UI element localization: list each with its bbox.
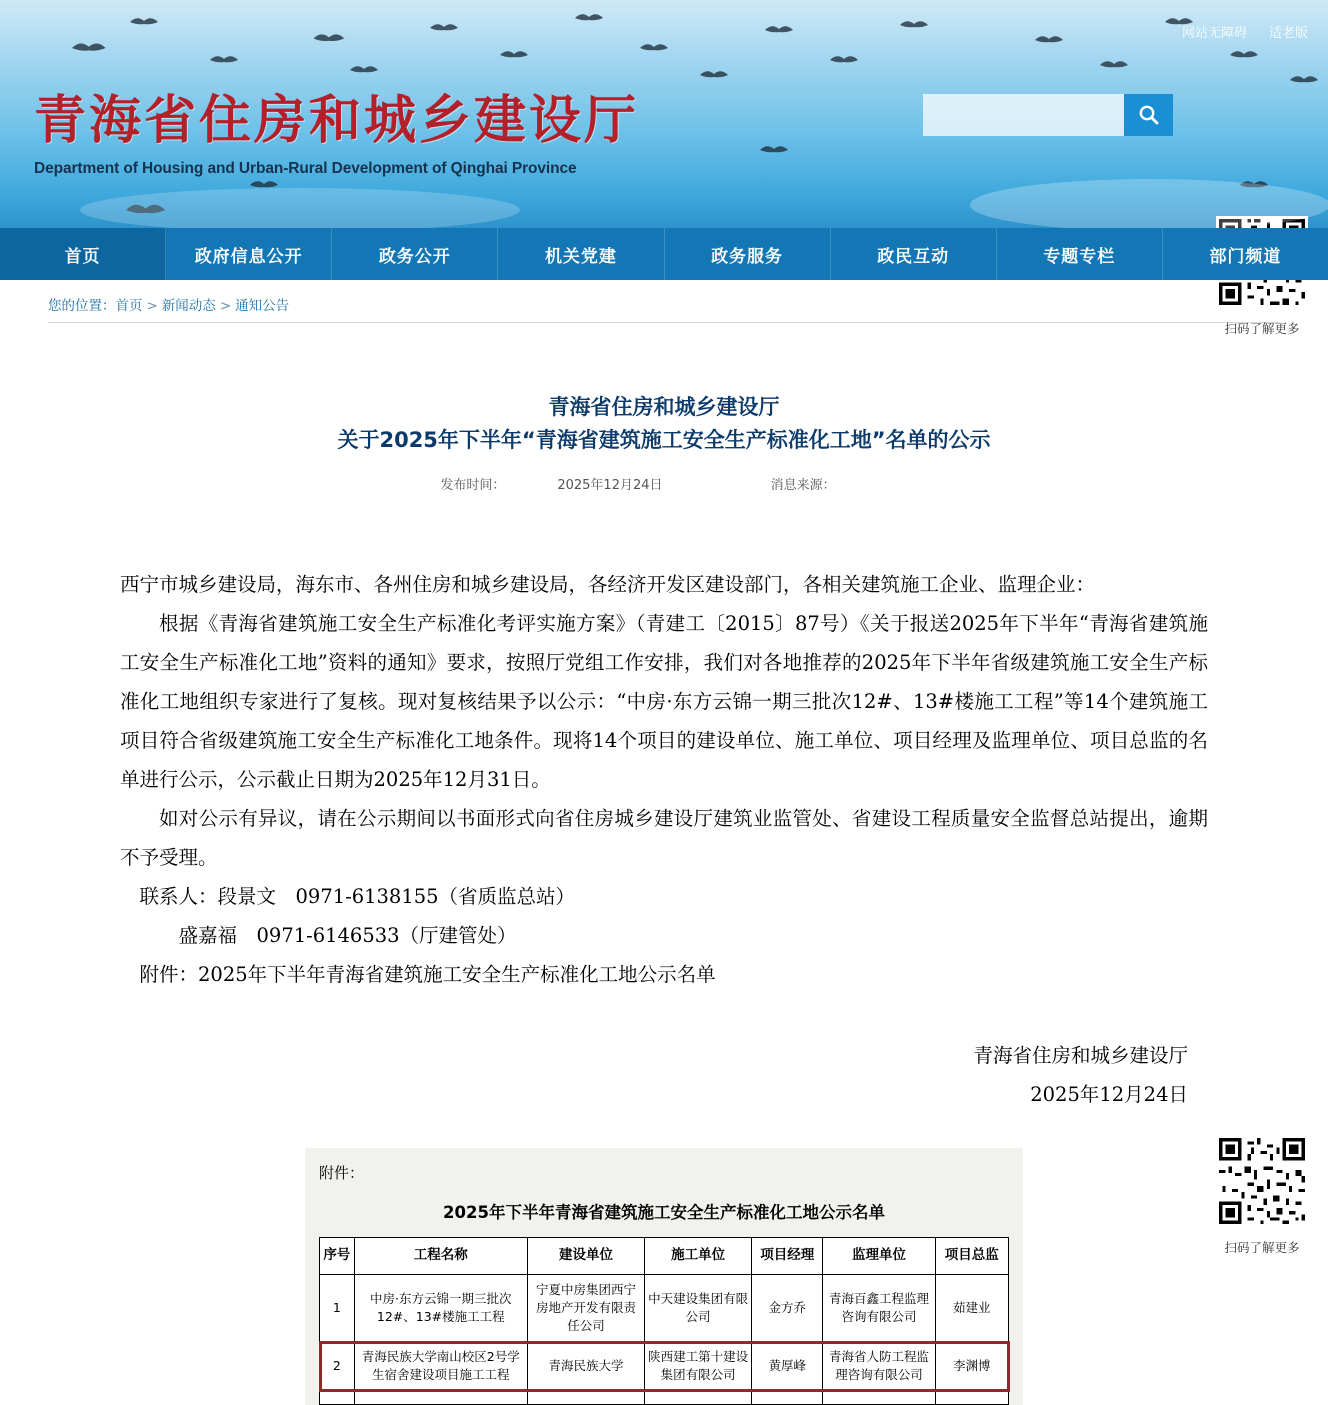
- cell-owner: 青海民族大学: [527, 1342, 644, 1391]
- nav-item-party-building[interactable]: 机关党建: [498, 228, 664, 280]
- cell-chief-supervisor: 茹建业: [935, 1274, 1008, 1341]
- nav-item-public-interaction[interactable]: 政民互动: [831, 228, 997, 280]
- search-icon: [1137, 103, 1161, 127]
- search-input[interactable]: [923, 94, 1124, 136]
- search-button[interactable]: [1124, 94, 1173, 136]
- col-supervision-org: 监理单位: [823, 1238, 935, 1275]
- col-owner: 建设单位: [527, 1238, 644, 1275]
- col-contractor: 施工单位: [645, 1238, 752, 1275]
- cell-supervision-org: 青海百鑫工程监理咨询有限公司: [823, 1274, 935, 1341]
- breadcrumb-divider: [48, 322, 1280, 323]
- attachment-image: [305, 1148, 1023, 1405]
- qr-caption-bottom: 扫码了解更多: [1224, 1240, 1300, 1255]
- table-row: [320, 1342, 1009, 1391]
- accessibility-link[interactable]: 网站无障碍: [1181, 25, 1247, 40]
- publish-time-value: 2025年12月24日: [557, 478, 663, 494]
- article-paragraph-0: 西宁市城乡建设局，海东市、各州住房和城乡建设局，各经济开发区建设部门，各相关建筑施工企业、监理企业：: [120, 573, 1096, 597]
- source-label: 消息来源：: [770, 478, 836, 494]
- cell-project-manager: [752, 1391, 823, 1405]
- article: [0, 333, 1328, 1405]
- signature-date: 2025年12月24日: [1030, 1083, 1188, 1107]
- table-row-partial: [320, 1391, 1009, 1405]
- cell-project-name: 中房·东方云锦一期三批次12#、13#楼施工工程: [354, 1274, 527, 1341]
- col-project-name: 工程名称: [354, 1238, 527, 1275]
- cell-index: 1: [320, 1274, 355, 1341]
- article-paragraph-2: 如对公示有异议，请在公示期间以书面形式向省住房城乡建设厅建筑业监管处、省建设工程质量安全监督总站提出，逾期不予受理。: [120, 807, 1208, 870]
- col-chief-supervisor: 项目总监: [935, 1238, 1008, 1275]
- cell-project-name: [354, 1391, 527, 1405]
- nav-item-gov-info-disclosure[interactable]: 政府信息公开: [166, 228, 332, 280]
- cell-supervision-org: 青海省人防工程监理咨询有限公司: [823, 1342, 935, 1391]
- article-title-line2: 关于2025年下半年“青海省建筑施工安全生产标准化工地”名单的公示: [337, 427, 991, 452]
- top-utility-bar: [1182, 22, 1308, 41]
- breadcrumb-item-notices[interactable]: 通知公告: [235, 298, 290, 314]
- cell-project-manager: 黄厚峰: [752, 1342, 823, 1391]
- cell-supervision-org: [823, 1391, 935, 1405]
- nav-item-gov-services[interactable]: 政务服务: [665, 228, 831, 280]
- page-title: [0, 391, 1328, 456]
- elderly-version-link[interactable]: 适老版: [1268, 25, 1308, 40]
- cell-contractor: 陕西建工第十建设集团有限公司: [645, 1342, 752, 1391]
- cell-chief-supervisor: 李渊博: [935, 1342, 1008, 1391]
- signature-org: 青海省住房和城乡建设厅: [973, 1044, 1188, 1068]
- source: [745, 478, 914, 493]
- cell-project-name: 青海民族大学南山校区2号学生宿舍建设项目施工工程: [354, 1342, 527, 1391]
- publish-time-label: 发布时间：: [440, 478, 506, 494]
- attachment-label: 附件：: [319, 1164, 365, 1183]
- site-header: [0, 0, 1328, 228]
- nav-item-gov-affairs[interactable]: 政务公开: [332, 228, 498, 280]
- site-title-en: Department of Housing and Urban-Rural Development of Qinghai Province: [34, 159, 577, 177]
- breadcrumb: [48, 294, 1328, 314]
- qr-caption-top: 扫码了解更多: [1224, 321, 1300, 336]
- publish-time: [414, 478, 688, 493]
- qr-code-icon: [1216, 1135, 1308, 1227]
- nav-item-home[interactable]: 首页: [0, 228, 166, 280]
- breadcrumb-separator-1: >: [146, 298, 158, 314]
- article-meta: [0, 474, 1328, 493]
- contact-line-0: 联系人：段景文 0971-6138155（省质监总站）: [139, 885, 576, 909]
- standardized-sites-table: [319, 1237, 1009, 1405]
- site-title: [34, 92, 639, 178]
- site-title-cn: 青海省住房和城乡建设厅: [34, 91, 640, 151]
- nav-item-special-topics[interactable]: 专题专栏: [997, 228, 1163, 280]
- attachment-line: 附件：2025年下半年青海省建筑施工安全生产标准化工地公示名单: [139, 963, 716, 987]
- nav-item-department-channel[interactable]: 部门频道: [1209, 246, 1282, 267]
- cell-owner: [527, 1391, 644, 1405]
- cell-owner: 宁夏中房集团西宁房地产开发有限责任公司: [527, 1274, 644, 1341]
- cell-index: [320, 1391, 355, 1405]
- breadcrumb-bar: [0, 280, 1328, 333]
- cell-index: 2: [320, 1342, 355, 1391]
- cell-contractor: [645, 1391, 752, 1405]
- cell-chief-supervisor: [935, 1391, 1008, 1405]
- main-nav: [0, 228, 1328, 280]
- contact-line-1: 盛嘉福 0971-6146533（厅建管处）: [178, 924, 517, 948]
- attachment-title: 2025年下半年青海省建筑施工安全生产标准化工地公示名单: [443, 1203, 885, 1223]
- article-title-line1: 青海省住房和城乡建设厅: [548, 395, 780, 419]
- article-body: [120, 565, 1208, 994]
- col-index: 序号: [320, 1238, 355, 1275]
- qr-code-bottom: [1214, 1135, 1310, 1256]
- cell-contractor: 中天建设集团有限公司: [645, 1274, 752, 1341]
- breadcrumb-item-news[interactable]: 新闻动态: [161, 298, 216, 314]
- search-box[interactable]: [923, 94, 1173, 136]
- table-row: [320, 1274, 1009, 1341]
- cell-project-manager: 金方乔: [752, 1274, 823, 1341]
- article-paragraph-1: 根据《青海省建筑施工安全生产标准化考评实施方案》（青建工〔2015〕87号）《关于报送2025年下半年“青海省建筑施工安全生产标准化工地”资料的通知》要求，按照厅党组工作安排，我们对各地推荐的2025年下半年省级建筑施工安全生产标准化工地组织专家进行了复核。现对复核结果予以公示：“中房·东方云锦一期三批次12#、13#楼施工工程”等14个建筑施工项目符合省级建筑施工安全生产标准化工地条件。现将14个项目的建设单位、施工单位、项目经理及监理单位、项目总监的名单进行公示，公示截止日期为2025年12月31日。: [120, 612, 1208, 792]
- breadcrumb-lead: 您的位置：: [48, 298, 116, 314]
- signature: [0, 1036, 1188, 1114]
- breadcrumb-separator-2: >: [219, 298, 232, 314]
- breadcrumb-item-home[interactable]: 首页: [115, 298, 143, 314]
- table-header-row: [320, 1238, 1009, 1275]
- col-project-manager: 项目经理: [752, 1238, 823, 1275]
